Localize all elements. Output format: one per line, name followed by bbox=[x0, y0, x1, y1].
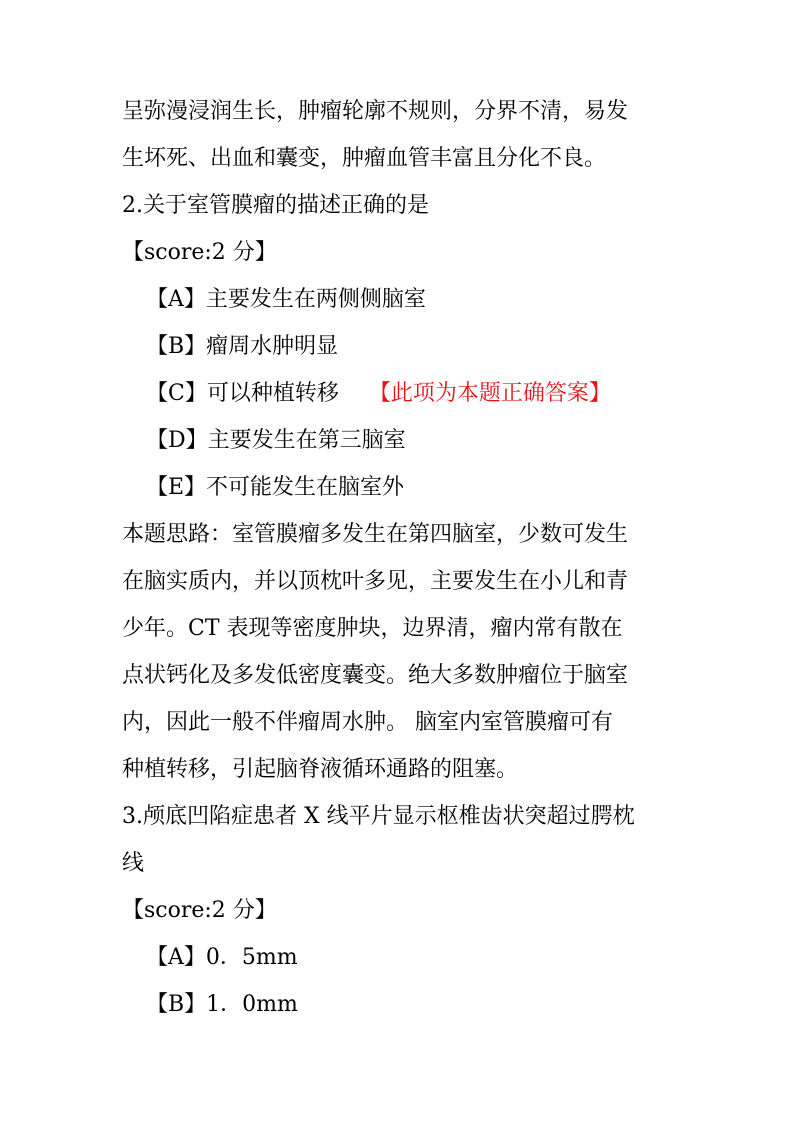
q3-score: 【score:2 分】 bbox=[122, 898, 277, 923]
q2-option-c-row bbox=[146, 379, 706, 409]
q2-score: 【score:2 分】 bbox=[122, 240, 277, 265]
q2-explanation-line: 本题思路：室管膜瘤多发生在第四脑室，少数可发生 bbox=[122, 522, 629, 547]
q2-explanation-line: 在脑实质内，并以顶枕叶多见，主要发生在小儿和青 bbox=[122, 569, 629, 594]
q2-option-d: 【D】主要发生在第三脑室 bbox=[146, 428, 406, 453]
q2-explanation-line: 内，因此一般不伴瘤周水肿。 脑室内室管膜瘤可有 bbox=[122, 710, 613, 735]
q2-option-a: 【A】主要发生在两侧侧脑室 bbox=[146, 287, 426, 312]
q2-explanation-line: 少年。CT 表现等密度肿块，边界清，瘤内常有散在 bbox=[122, 616, 623, 641]
q3-title-line: 线 bbox=[122, 851, 145, 876]
q3-option-a: 【A】0．5mm bbox=[146, 945, 298, 970]
q2-option-e: 【E】不可能发生在脑室外 bbox=[146, 475, 405, 500]
q2-title: 2.关于室管膜瘤的描述正确的是 bbox=[122, 193, 429, 218]
q2-option-b: 【B】瘤周水肿明显 bbox=[146, 334, 339, 359]
correct-answer-mark: 【此项为本题正确答案】 bbox=[368, 381, 611, 406]
q1-explanation-line: 呈弥漫浸润生长，肿瘤轮廓不规则，分界不清，易发 bbox=[122, 99, 629, 124]
q1-explanation-line: 生坏死、出血和囊变，肿瘤血管丰富且分化不良。 bbox=[122, 146, 607, 171]
q2-option-c: 【C】可以种植转移 bbox=[146, 381, 339, 406]
q3-option-b: 【B】1．0mm bbox=[146, 992, 298, 1017]
q3-title-line: 3.颅底凹陷症患者 X 线平片显示枢椎齿状突超过腭枕 bbox=[122, 804, 635, 829]
q2-explanation-line: 种植转移，引起脑脊液循环通路的阻塞。 bbox=[122, 757, 519, 782]
q2-explanation-line: 点状钙化及多发低密度囊变。绝大多数肿瘤位于脑室 bbox=[122, 663, 629, 688]
